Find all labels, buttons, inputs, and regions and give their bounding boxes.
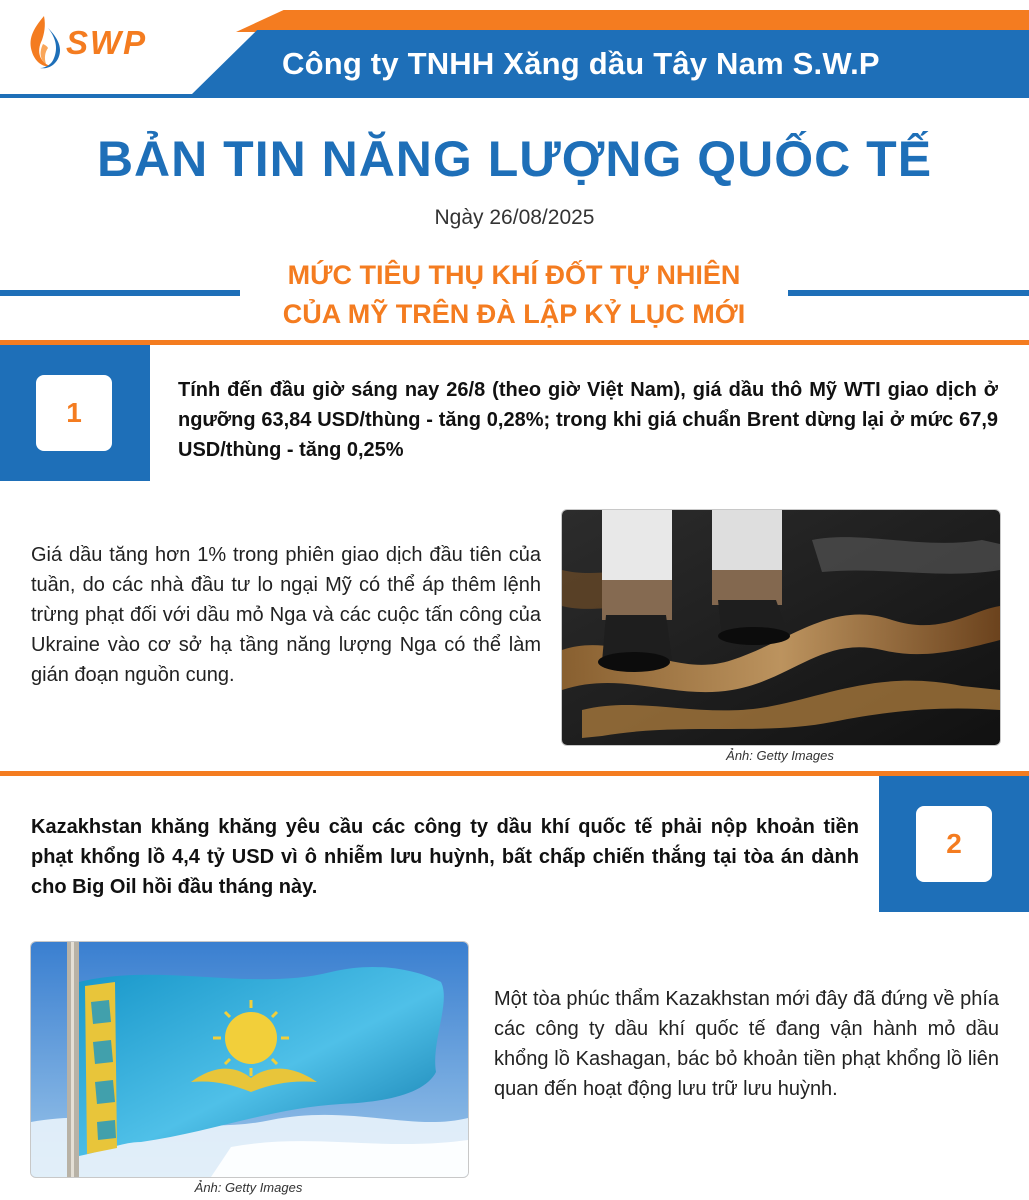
oil-spill-photo: [561, 509, 1001, 746]
kazakhstan-flag-photo: [30, 941, 469, 1178]
section-1-photo-caption: Ảnh: Getty Images: [726, 748, 834, 763]
oil-spill-illustration: [562, 510, 1000, 745]
company-name: Công ty TNHH Xăng dầu Tây Nam S.W.P: [282, 46, 880, 81]
kazakhstan-flag-illustration: [31, 942, 468, 1177]
section-2-number: 2: [916, 806, 992, 882]
bulletin-title: BẢN TIN NĂNG LƯỢNG QUỐC TẾ: [96, 131, 933, 187]
section-2-headline: Kazakhstan khăng khăng yêu cầu các công ty dầu khí quốc tế phải nộp khoản tiền phạt khổng lồ 4,4 tỷ USD vì ô nhiễm lưu huỳnh, bất chấp chiến thắng tại tòa án dành cho Big Oil hồi đầu tháng này.: [31, 816, 859, 898]
flame-icon: [22, 14, 66, 74]
subtitle-line-1: MỨC TIÊU THỤ KHÍ ĐỐT TỰ NHIÊN: [287, 260, 741, 290]
logo-wordmark: SWP: [66, 24, 148, 61]
bulletin-date: Ngày 26/08/2025: [434, 206, 595, 229]
section-2-body: Một tòa phúc thẩm Kazakhstan mới đây đã đứng về phía các công ty dầu khí quốc tế đang vận hành mỏ dầu khổng lồ Kashagan, bác bỏ khoản tiền phạt khổng lồ liên quan đến hoạt động lưu trữ lưu huỳnh.: [494, 988, 999, 1100]
section-1-number: 1: [36, 375, 112, 451]
subtitle-line-2: CỦA MỸ TRÊN ĐÀ LẬP KỶ LỤC MỚI: [282, 299, 746, 329]
bulletin-subtitle: [240, 256, 788, 334]
section-1-number-block: [0, 345, 150, 481]
section-divider-1: [0, 340, 1029, 345]
section-1-headline: Tính đến đầu giờ sáng nay 26/8 (theo giờ Việt Nam), giá dầu thô Mỹ WTI giao dịch ở ngưỡng 63,84 USD/thùng - tăng 0,28%; trong khi giá chuẩn Brent dừng lại ở mức 67,9 USD/thùng - tăng 0,25%: [178, 379, 998, 461]
header-orange-band: [236, 10, 1029, 32]
section-divider-2: [0, 771, 1029, 776]
subtitle-rule-right: [788, 290, 1029, 296]
section-1-body: Giá dầu tăng hơn 1% trong phiên giao dịch đầu tiên của tuần, do các nhà đầu tư lo ngại Mỹ có thể áp thêm lệnh trừng phạt đối với dầu mỏ Nga và các cuộc tấn công của Ukraine vào cơ sở hạ tầng năng lượng Nga có thể làm gián đoạn nguồn cung.: [31, 544, 541, 686]
header-underline: [0, 94, 1029, 98]
subtitle-rule-left: [0, 290, 240, 296]
section-2-photo-caption: Ảnh: Getty Images: [194, 1180, 303, 1195]
section-2-number-block: [879, 776, 1029, 912]
